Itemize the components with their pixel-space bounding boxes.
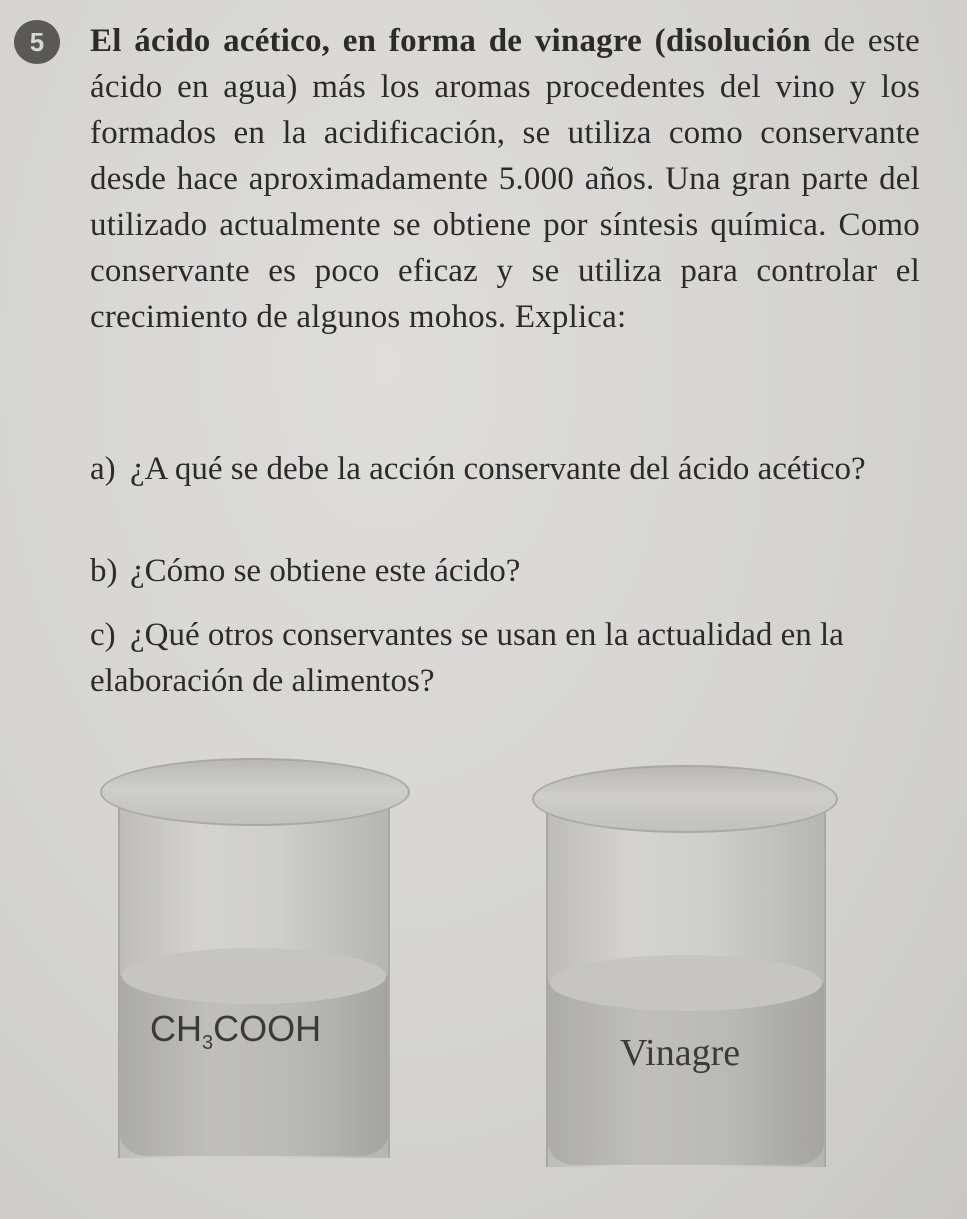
exercise-statement [90, 18, 920, 340]
question-letter: c) [90, 617, 116, 653]
beaker-vinegar [532, 765, 844, 1170]
beaker-rim [100, 758, 410, 826]
question-text: ¿Cómo se obtiene este ácido? [130, 553, 521, 589]
liquid-surface [550, 955, 822, 1011]
question-c [90, 612, 920, 704]
beaker-rim [532, 765, 838, 833]
question-letter: b) [90, 553, 118, 589]
vinegar-label: Vinagre [620, 1032, 741, 1074]
liquid-surface [122, 948, 386, 1004]
beaker-acetic-acid [100, 758, 412, 1158]
acetic-acid-formula-label: $CH_3COOH$ [150, 1008, 322, 1055]
statement-opening: El ácido acético, en forma de vinagre (disolución [90, 23, 811, 59]
question-letter: a) [90, 451, 116, 487]
question-text: ¿Qué otros conservantes se usan en la actualidad en la elaboración de alimentos? [90, 617, 844, 699]
question-a [90, 446, 920, 492]
statement-body: de este ácido en agua) más los aromas procedentes del vino y los formados en la acidificación, se utiliza como conservante desde hace aproximadamente 5.000 años. Una gran parte del utilizado actualmente se obtiene por síntesis química. Como conservante es poco eficaz y se utiliza para controlar el crecimiento de algunos mohos. Explica: [90, 23, 920, 335]
question-b [90, 548, 920, 594]
exercise-number-badge: 5 [14, 20, 60, 64]
question-text: ¿A qué se debe la acción conservante del ácido acético? [130, 451, 866, 487]
